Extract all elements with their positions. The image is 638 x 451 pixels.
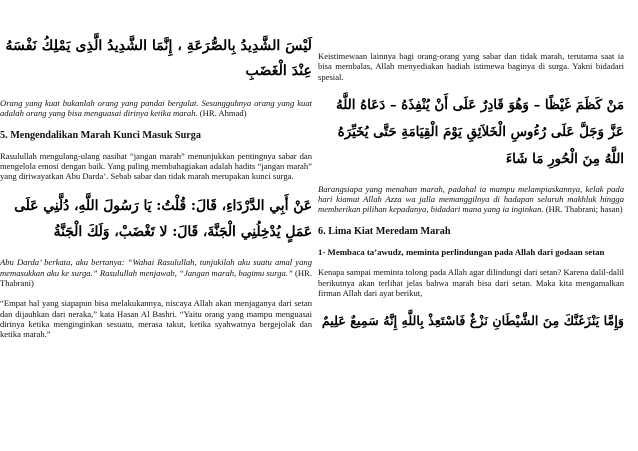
body-paragraph: Kenapa sampai meminta tolong pada Allah agar dilindungi dari setan? Karena dalil-dalil berikutnya akan terlihat jelas bahwa marah bisa dari setan. Maka kita mengamalkan firman Allah dari ayat berikut, — [318, 267, 624, 298]
hadith-source: (HR. Thabrani) — [0, 267, 312, 289]
hadith-source: (HR. Thabrani; hasan) — [543, 204, 623, 215]
left-column — [0, 0, 312, 340]
translation-paragraph — [318, 184, 624, 215]
arabic-line: لَيْسَ الشَّدِيدُ بِالصُّرَعَةِ ، إِنَّمَا الشَّدِيدُ الَّذِى يَمْلِكُ نَفْسَهُ — [5, 38, 312, 54]
section-heading: 5. Mengendalikan Marah Kunci Masuk Surga — [0, 129, 201, 141]
arabic-hadith-strength — [0, 34, 312, 84]
arabic-line: اللَّهُ مِنَ الْحُورِ مَا شَاءَ — [505, 150, 624, 167]
body-paragraph: Rasulullah mengulang-ulang nasihat “jangan marah” menunjukkan pentingnya sabar dan mengelola emosi dengan baik. Yang paling membahagiakan adalah hadits “jangan marah” yang diriwayatkan Abu Darda’. Sebab sabar dan tidak marah merupakan kunci surga. — [0, 150, 312, 182]
translation-text: Barangsiapa yang menahan marah, padahal ia mampu melampiaskannya, kelak pada hari kiamat Allah Azza wa jalla memanggilnya di hadapan seluruh makhluk hingga memberikan pilihan kepadanya, bidadari mana yang ia inginkan. — [318, 183, 624, 215]
arabic-line: مَنْ كَظَمَ غَيْظًا – وَهُوَ قَادِرٌ عَلَى أَنْ يُنْفِذَهُ – دَعَاهُ اللَّهُ — [336, 96, 624, 113]
arabic-hadith-bidadari — [318, 92, 624, 173]
arabic-verse-taawudz — [318, 308, 624, 334]
translation-paragraph — [0, 98, 312, 119]
body-paragraph: Keistimewaan lainnya bagi orang-orang yang sabar dan tidak marah, terutama saat ia bisa membalas, Allah menyediakan hadiah istimewa baginya di surga. Yakni bidadari spesial. — [318, 51, 624, 82]
translation-text: Orang yang kuat bukanlah orang yang pandai bergulat. Sesungguhnya orang yang kuat adalah orang yang bisa menguasai dirinya ketika marah. — [0, 98, 312, 119]
body-paragraph: “Empat hal yang siapapun bisa melakukannya, niscaya Allah akan menjaganya dari setan dan dijauhkan dari neraka,” kata Hasan Al Bashri. “Yaitu orang yang mampu menguasai dirinya ketika menginginkan sesuatu, merasa takut, ketika syahwatnya bergejolak dan ketika marah.” — [0, 298, 312, 340]
hadith-source: (HR. Ahmad) — [197, 108, 247, 119]
translation-text: Abu Darda’ berkata, aku bertanya: “Wahai Rasulullah, tunjukilah aku suatu amal yang memasukkan aku ke surga.” Rasulullah menjawab, “Jangan marah, bagimu surga.” — [0, 257, 312, 278]
subsection-heading: 1- Membaca ta’awudz, meminta perlindungan pada Allah dari godaan setan — [318, 246, 605, 257]
arabic-line: عَمَلٍ يُدْخِلُنِي الْجَنَّةَ، قَالَ: لا تَغْضَبْ، وَلَكَ الْجَنَّةُ — [53, 224, 312, 241]
translation-paragraph — [0, 257, 312, 288]
right-column — [318, 0, 624, 334]
arabic-line: عِنْدَ الْغَضَبِ — [245, 63, 312, 79]
arabic-line: عَزَّ وَجَلَّ عَلَى رُءُوسِ الْخَلاَئِقِ يَوْمَ الْقِيَامَةِ حَتَّى يُخَيِّرَهُ — [337, 123, 624, 140]
arabic-line: وَإِمَّا يَنْزَغَنَّكَ مِنَ الشَّيْطَانِ نَزْغٌ فَاسْتَعِذْ بِاللَّهِ إِنَّهُ سَمِيعٌ عَلِيمٌ — [321, 313, 624, 329]
arabic-hadith-abu-darda — [0, 193, 312, 245]
section-heading: 6. Lima Kiat Meredam Marah — [318, 225, 451, 237]
arabic-line: عَنْ أَبِي الدَّرْدَاءِ، قَالَ: قُلْتُ: يَا رَسُولَ اللَّهِ، دُلَّنِي عَلَى — [14, 198, 312, 215]
